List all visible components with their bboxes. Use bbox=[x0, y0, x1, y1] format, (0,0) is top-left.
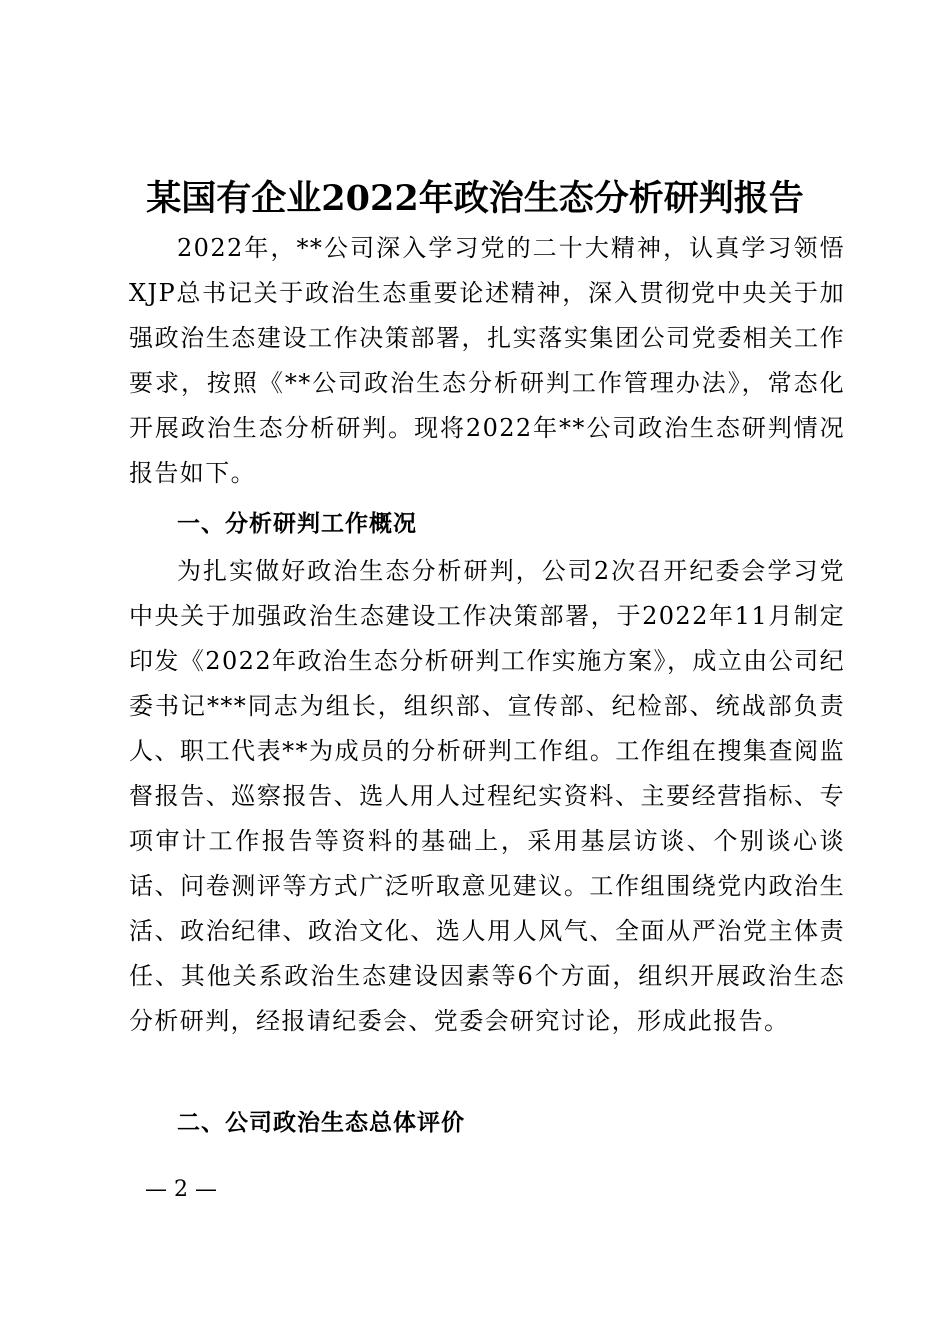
section-heading-2: 二、公司政治生态总体评价 bbox=[177, 1110, 465, 1136]
section-heading-1: 一、分析研判工作概况 bbox=[177, 511, 417, 537]
document-title: 某国有企业2022年政治生态分析研判报告 bbox=[146, 178, 804, 219]
page-number: — 2 — bbox=[145, 1177, 217, 1202]
intro-paragraph: 2022年，**公司深入学习党的二十大精神，认真学习领悟XJP总书记关于政治生态重要论述精神，深入贯彻党中央关于加强政治生态建设工作决策部署，扎实落实集团公司党委相关工作要求，按照《**公司政治生态分析研判工作管理办法》，常态化开展政治生态分析研判。现将2022年**公司政治生态研判情况报告如下。 bbox=[129, 234, 845, 487]
overview-paragraph: 为扎实做好政治生态分析研判，公司2次召开纪委会学习党中央关于加强政治生态建设工作决策部署，于2022年11月制定印发《2022年政治生态分析研判工作实施方案》，成立由公司纪委书记***同志为组长，组织部、宣传部、纪检部、统战部负责人、职工代表**为成员的分析研判工作组。工作组在搜集查阅监督报告、巡察报告、选人用人过程纪实资料、主要经营指标、专项审计工作报告等资料的基础上，采用基层访谈、个别谈心谈话、问卷测评等方式广泛听取意见建议。工作组围绕党内政治生活、政治纪律、政治文化、选人用人风气、全面从严治党主体责任、其他关系政治生态建设因素等6个方面，组织开展政治生态分析研判，经报请纪委会、党委会研究讨论，形成此报告。 bbox=[129, 557, 845, 1035]
